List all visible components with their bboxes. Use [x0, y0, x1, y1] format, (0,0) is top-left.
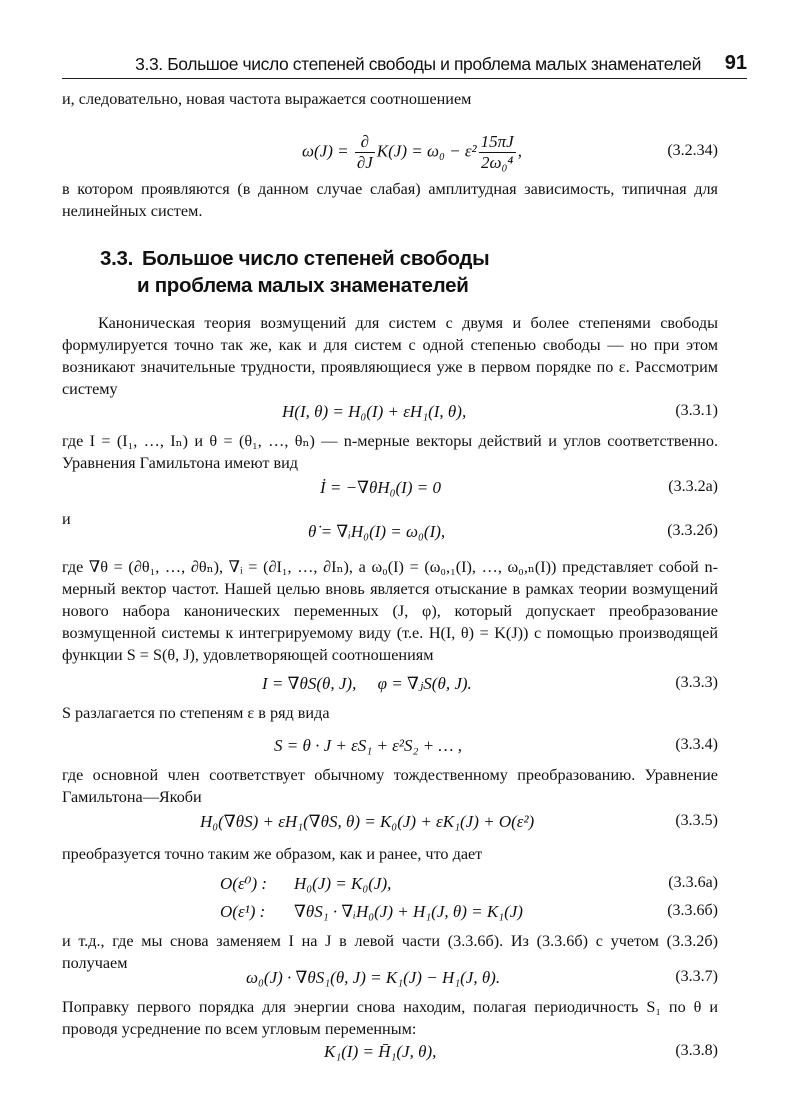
section-title-line-1: Большое число степеней свободы: [142, 247, 490, 270]
fraction-numerator: ∂: [355, 132, 375, 153]
equation-formula: θ̇ = ∇ᵢH₀(I) = ω₀(I),: [308, 522, 446, 541]
equation-3-3-6b: [62, 896, 718, 930]
equation-3-3-5: [62, 806, 718, 840]
equation-formula: H(I, θ) = H₀(I) + εH₁(I, θ),: [282, 402, 467, 421]
equation-number: (3.3.5): [675, 812, 718, 829]
paragraph-amplitude: в котором проявляются (в данном случае слабая) амплитудная зависимость, типичная для нелинейных систем.: [62, 180, 718, 220]
paragraph-series: S разлагается по степеням ε в ряд вида: [62, 704, 330, 722]
equation-3-3-7: [62, 962, 718, 996]
equation-3-3-3: [62, 668, 718, 702]
paragraph-and: и: [62, 510, 71, 528]
running-head: [62, 48, 747, 79]
equation-number: (3.2.34): [667, 142, 718, 159]
equation-number: (3.3.1): [675, 402, 718, 419]
equation-formula: ∇θS₁ · ∇ᵢH₀(J) + H₁(J, θ) = K₁(J): [294, 902, 523, 921]
running-title: 3.3. Большое число степеней свободы и проблема малых знаменателей: [135, 54, 701, 74]
equation-formula: H₀(J) = K₀(J),: [294, 874, 392, 893]
eq-tail: ,: [517, 141, 522, 161]
eq-middle: K(J) = ω₀ − ε²: [376, 141, 477, 161]
equation-3-3-2b: [62, 516, 718, 550]
paragraph-theory: Каноническая теория возмущений для систем с двумя и более степенями свободы формулируется точно так же, как и для систем с одной степенью свободы — но при этом возникают значительные трудности, проявляющиеся уже в первом порядке по ε. Рассмотрим систему: [62, 314, 718, 398]
equation-3-3-2a: [62, 474, 718, 508]
equation-formula: H₀(∇θS) + εH₁(∇θS, θ) = K₀(J) + εK₁(J) + O(ε²): [200, 812, 535, 831]
paragraph-hamilton-jacobi: где основной член соответствует обычному тождественному преобразованию. Уравнение Гамильтона—Якоби: [62, 766, 718, 806]
equation-number: (3.3.7): [675, 968, 718, 985]
equation-number: (3.3.2а): [668, 478, 718, 495]
equation-formula: I = ∇θS(θ, J), φ = ∇ⱼS(θ, J).: [262, 674, 472, 693]
section-number: 3.3.: [100, 247, 133, 270]
section-title-line-2: и проблема малых знаменателей: [137, 274, 469, 297]
fraction-denominator: ∂J: [356, 153, 373, 172]
equation-number: (3.3.3): [675, 674, 718, 691]
eq-lhs: ω(J) =: [302, 141, 353, 161]
paragraph-replace: и т.д., где мы снова заменяем I на J в левой части (3.3.6б). Из (3.3.6б) с учетом (3.3.2б) получаем: [62, 932, 718, 972]
equation-formula: S = θ · J + εS₁ + ε²S₂ + … ,: [274, 736, 462, 755]
equation-formula: İ = −∇θH₀(I) = 0: [320, 478, 441, 497]
section-heading: [100, 245, 489, 299]
main-fraction: [479, 132, 516, 173]
paragraph-intro: и, следовательно, новая частота выражается соотношением: [62, 90, 472, 108]
equation-number: (3.3.4): [675, 736, 718, 753]
page-number: 91: [724, 52, 747, 74]
equation-3-3-4: [62, 730, 718, 764]
equation-3-3-8: [62, 1038, 718, 1072]
equation-number: (3.3.8): [675, 1042, 718, 1059]
paragraph-frequencies: где ∇θ = (∂θ₁, …, ∂θₙ), ∇ᵢ = (∂I₁, …, ∂Iₙ), а ω₀(I) = (ω₀,₁(I), …, ω₀,ₙ(I)) представляет собой n-мерный вектор частот. Нашей целью вновь является отыскание в рамках теории возмущений нового набора канонических переменных (J, φ), который допускает преобразование возмущенной системы к интегрируемому виду (т.е. H(I, θ) = K(J)) с помощью производящей функции S = S(θ, J), удовлетворяющей соотношениям: [62, 558, 718, 664]
paragraph-vectors: где I = (I₁, …, Iₙ) и θ = (θ₁, …, θₙ) — n-мерные векторы действий и углов соответственно. Уравнения Гамильтона имеют вид: [62, 432, 718, 472]
paragraph-transform: преобразуется точно таким же образом, как и ранее, что дает: [62, 845, 483, 863]
equation-formula: ω₀(J) · ∇θS₁(θ, J) = K₁(J) − H₁(J, θ).: [246, 968, 501, 987]
fraction-denominator: 2ω₀⁴: [481, 153, 514, 172]
equation-number: (3.3.6б): [667, 902, 718, 919]
equation-label: O(ε¹) :: [220, 902, 266, 921]
fraction-numerator: 15πJ: [480, 132, 514, 151]
equation-3-2-34: [62, 122, 718, 178]
equation-label: O(ε⁰) :: [220, 874, 268, 893]
derivative-fraction: [355, 132, 375, 173]
equation-number: (3.3.2б): [667, 522, 718, 539]
equation-number: (3.3.6а): [668, 874, 718, 891]
equation-formula: K₁(I) = H̄₁(J, θ),: [324, 1042, 437, 1061]
equation-formula: [302, 132, 522, 173]
paragraph-energy-correction: Поправку первого порядка для энергии снова находим, полагая периодичность S₁ по θ и проводя усреднение по всем угловым переменным:: [62, 998, 718, 1038]
equation-3-3-1: [62, 398, 718, 432]
